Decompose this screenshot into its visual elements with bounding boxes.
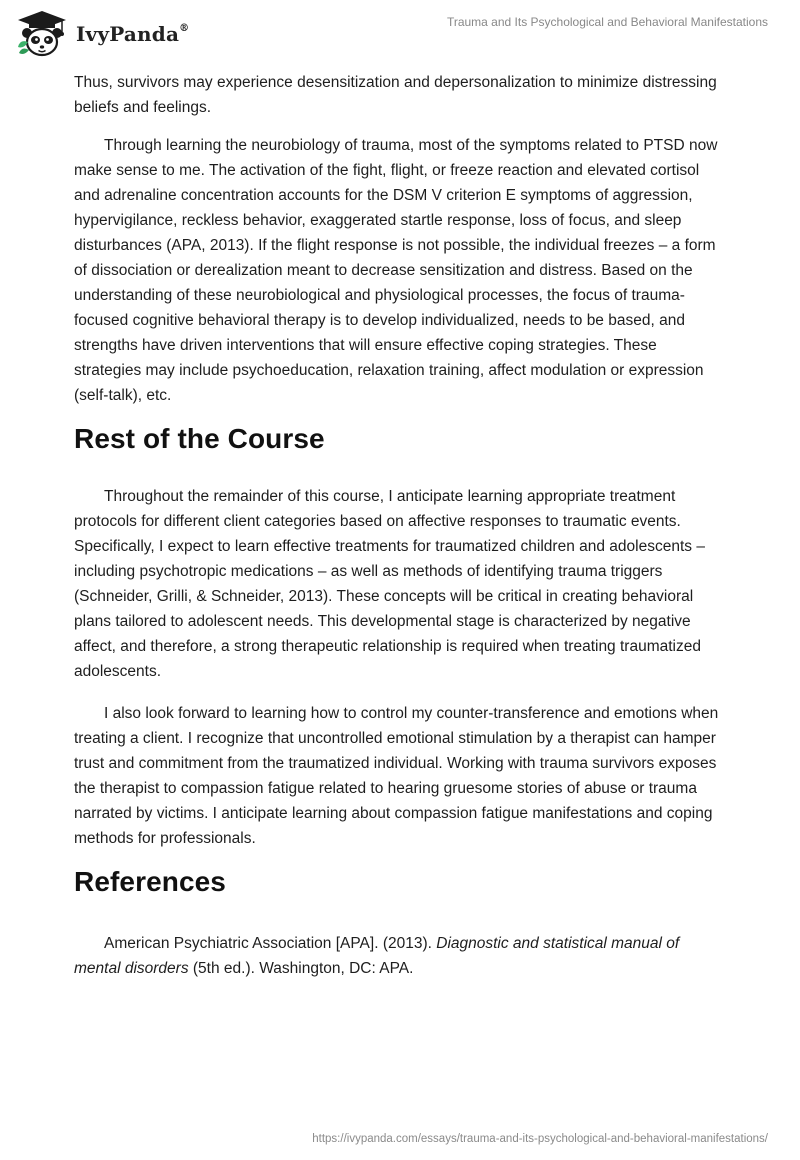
heading-references: References: [74, 866, 226, 897]
document-title: Trauma and Its Psychological and Behavioral Manifestations: [446, 15, 768, 29]
brand-name: IvyPanda®: [76, 22, 190, 46]
reference-title: Diagnostic and statistical manual of mental disorders: [74, 935, 680, 977]
paragraph-continued: Thus, survivors may experience desensitization and depersonalization to minimize distressing beliefs and feelings.: [74, 74, 717, 116]
footer-url[interactable]: https://ivypanda.com/essays/trauma-and-its-psychological-and-behavioral-manifestations/: [312, 1133, 768, 1145]
paragraph-remainder: Throughout the remainder of this course, I anticipate learning appropriate treatment protocols for different client categories based on affective responses to traumatic events. Specifically, I expect to learn effective treatments for traumatized children and adolescents – including psychotropic medications – as well as methods of identifying trauma triggers (Schneider, Grilli, & Schneider, 2013). These concepts will be critical in creating behavioral plans tailored to adolescent needs. This developmental stage is characterized by negative affect, and therefore, a strong therapeutic relationship is required when treating traumatized adolescents.: [74, 488, 705, 680]
panda-graduate-icon: [14, 9, 70, 59]
essay-body: [74, 70, 720, 981]
reference-entry: American Psychiatric Association [APA]. (2013). Diagnostic and statistical manual of mental disorders (5th ed.). Washington, DC: APA.: [74, 935, 680, 977]
heading-rest-of-course: Rest of the Course: [74, 423, 325, 454]
paragraph-counter-transference: I also look forward to learning how to control my counter-transference and emotions when treating a client. I recognize that uncontrolled emotional stimulation by a therapist can hamper trust and commitment from the traumatized individual. Working with trauma survivors exposes the therapist to compassion fatigue related to hearing gruesome stories of abuse or trauma narrated by victims. I anticipate learning about compassion fatigue manifestations and coping methods for professionals.: [74, 705, 719, 847]
paragraph-neurobiology: Through learning the neurobiology of trauma, most of the symptoms related to PTSD now make sense to me. The activation of the fight, flight, or freeze reaction and elevated cortisol and adrenaline concentration accounts for the DSM V criterion E symptoms of aggression, hypervigilance, reckless behavior, exaggerated startle response, loss of focus, and sleep disturbances (APA, 2013). If the flight response is not possible, the individual freezes – a form of dissociation or derealization meant to decrease sensitization and distress. Based on the understanding of these neurobiological and physiological processes, the focus of trauma-focused cognitive behavioral therapy is to develop individualized, needs to be based, and strengths have driven interventions that will ensure effective coping strategies. These strategies may include psychoeducation, relaxation training, affect modulation or expression (self-talk), etc.: [74, 137, 718, 404]
page-header: [0, 0, 800, 66]
ivypanda-logo[interactable]: [14, 8, 189, 60]
